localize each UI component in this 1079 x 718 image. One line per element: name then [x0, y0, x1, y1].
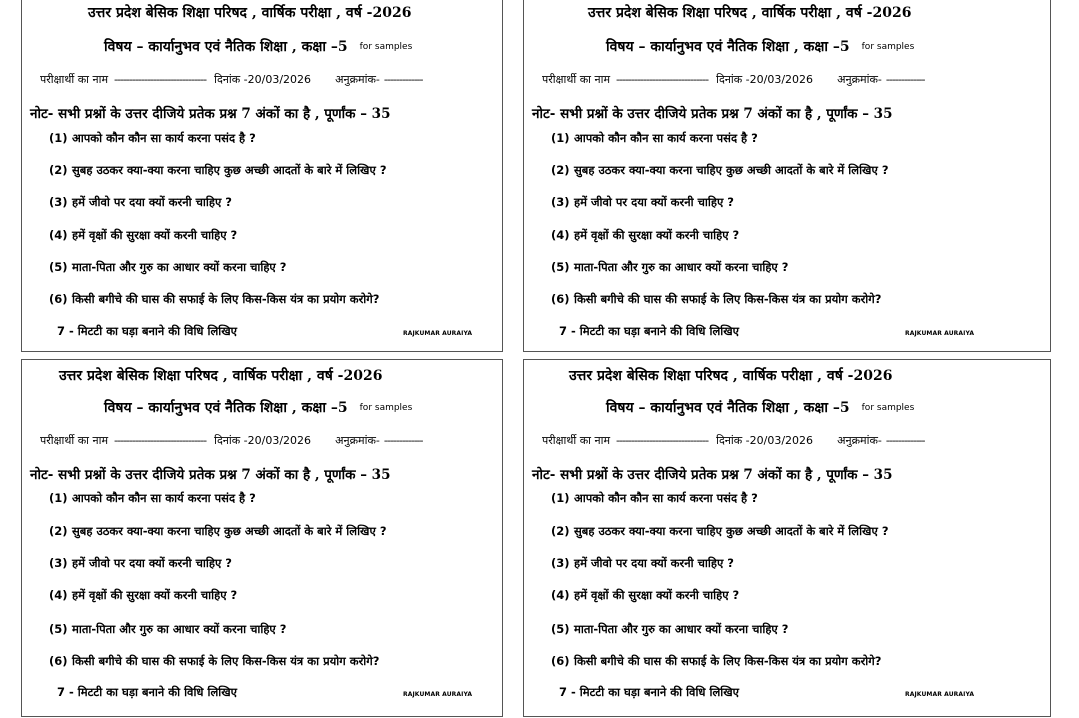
question-number: (6): [49, 292, 68, 306]
paper-title: उत्तर प्रदेश बेसिक शिक्षा परिषद , वार्षिक परीक्षा , वर्ष -2026: [569, 368, 893, 384]
question-number: (4): [551, 588, 570, 602]
question-number: (5): [551, 622, 570, 636]
samples-tag: for samples: [359, 403, 413, 413]
question-5: [49, 260, 286, 275]
name-blank: -------------------------------: [114, 73, 207, 86]
question-number: (1): [49, 491, 68, 505]
name-blank: -------------------------------: [114, 434, 207, 447]
question-1: [551, 131, 758, 146]
student-name-label: परीक्षार्थी का नाम: [40, 434, 109, 447]
exam-paper-bottom-left: [21, 359, 503, 717]
question-6: [551, 654, 881, 669]
question-4: [49, 228, 237, 243]
question-number: (5): [49, 260, 68, 274]
question-text: आपको कौन कौन सा कार्य करना पसंद है ?: [72, 491, 256, 505]
question-text: हमें जीवो पर दया क्यों करनी चाहिए ?: [574, 556, 734, 570]
question-number: (5): [551, 260, 570, 274]
question-text: हमें वृक्षों की सुरक्षा क्यों करनी चाहिए ?: [72, 588, 238, 602]
question-3: [551, 556, 734, 571]
samples-tag: for samples: [861, 42, 915, 52]
exam-date: दिनांक -20/03/2026: [716, 73, 814, 86]
student-name-label: परीक्षार्थी का नाम: [40, 73, 109, 86]
question-number: (4): [551, 228, 570, 242]
question-text: किसी बगीचे की घास की सफाई के लिए किस-किस यंत्र का प्रयोग करोगे?: [72, 292, 380, 306]
paper-title: उत्तर प्रदेश बेसिक शिक्षा परिषद , वार्षिक परीक्षा , वर्ष -2026: [588, 5, 912, 21]
question-4: [551, 228, 739, 243]
question-text: किसी बगीचे की घास की सफाई के लिए किस-किस यंत्र का प्रयोग करोगे?: [574, 654, 882, 668]
instructions-note: नोट- सभी प्रश्नों के उत्तर दीजिये प्रतेक प्रश्न 7 अंकों का है , पूर्णांक – 35: [532, 106, 893, 122]
question-7: 7 - मिटटी का घड़ा बनाने की विधि लिखिए: [559, 324, 740, 338]
question-5: [551, 260, 788, 275]
question-text: सुबह उठकर क्या-क्या करना चाहिए कुछ अच्छी आदतों के बारे में लिखिए ?: [72, 524, 387, 538]
question-text: आपको कौन कौन सा कार्य करना पसंद है ?: [574, 491, 758, 505]
roll-blank: -------------: [383, 73, 423, 86]
student-name-label: परीक्षार्थी का नाम: [542, 73, 611, 86]
question-text: माता-पिता और गुरु का आधार क्यों करना चाहिए ?: [72, 260, 287, 274]
question-text: आपको कौन कौन सा कार्य करना पसंद है ?: [72, 131, 256, 145]
question-number: (3): [49, 195, 68, 209]
question-number: (3): [551, 556, 570, 570]
question-text: सुबह उठकर क्या-क्या करना चाहिए कुछ अच्छी आदतों के बारे में लिखिए ?: [574, 524, 889, 538]
exam-paper-top-left: [21, 0, 503, 352]
question-number: (1): [49, 131, 68, 145]
paper-title: उत्तर प्रदेश बेसिक शिक्षा परिषद , वार्षिक परीक्षा , वर्ष -2026: [59, 368, 383, 384]
question-2: [49, 163, 387, 178]
instructions-note: नोट- सभी प्रश्नों के उत्तर दीजिये प्रतेक प्रश्न 7 अंकों का है , पूर्णांक – 35: [532, 467, 893, 483]
question-text: माता-पिता और गुरु का आधार क्यों करना चाहिए ?: [72, 622, 287, 636]
question-number: (2): [551, 524, 570, 538]
question-text: माता-पिता और गुरु का आधार क्यों करना चाहिए ?: [574, 622, 789, 636]
student-name-label: परीक्षार्थी का नाम: [542, 434, 611, 447]
question-4: [551, 588, 739, 603]
question-text: माता-पिता और गुरु का आधार क्यों करना चाहिए ?: [574, 260, 789, 274]
question-6: [49, 292, 379, 307]
question-7: 7 - मिटटी का घड़ा बनाने की विधि लिखिए: [57, 324, 238, 338]
question-text: हमें जीवो पर दया क्यों करनी चाहिए ?: [72, 195, 232, 209]
question-5: [551, 622, 788, 637]
instructions-note: नोट- सभी प्रश्नों के उत्तर दीजिये प्रतेक प्रश्न 7 अंकों का है , पूर्णांक – 35: [30, 106, 391, 122]
subject-text: विषय – कार्यानुभव एवं नैतिक शिक्षा , कक्षा –5: [104, 400, 348, 416]
author-signature: RAJKUMAR AURAIYA: [403, 691, 473, 698]
exam-paper-top-right: [523, 0, 1051, 352]
question-1: [49, 131, 256, 146]
roll-blank: -------------: [383, 434, 423, 447]
question-text: हमें वृक्षों की सुरक्षा क्यों करनी चाहिए ?: [574, 228, 740, 242]
question-2: [551, 524, 889, 539]
question-text: हमें वृक्षों की सुरक्षा क्यों करनी चाहिए ?: [574, 588, 740, 602]
author-signature: RAJKUMAR AURAIYA: [905, 691, 975, 698]
question-6: [49, 654, 379, 669]
question-text: हमें जीवो पर दया क्यों करनी चाहिए ?: [574, 195, 734, 209]
question-text: किसी बगीचे की घास की सफाई के लिए किस-किस यंत्र का प्रयोग करोगे?: [72, 654, 380, 668]
question-number: (2): [49, 524, 68, 538]
question-text: किसी बगीचे की घास की सफाई के लिए किस-किस यंत्र का प्रयोग करोगे?: [574, 292, 882, 306]
question-7: 7 - मिटटी का घड़ा बनाने की विधि लिखिए: [559, 685, 740, 699]
exam-date: दिनांक -20/03/2026: [716, 434, 814, 447]
exam-date: दिनांक -20/03/2026: [214, 73, 312, 86]
question-text: सुबह उठकर क्या-क्या करना चाहिए कुछ अच्छी आदतों के बारे में लिखिए ?: [72, 163, 387, 177]
student-info-line: [542, 433, 924, 448]
question-1: [551, 491, 758, 506]
question-5: [49, 622, 286, 637]
question-number: (4): [49, 228, 68, 242]
question-number: (1): [551, 131, 570, 145]
question-6: [551, 292, 881, 307]
question-number: (1): [551, 491, 570, 505]
samples-tag: for samples: [359, 42, 413, 52]
question-text: आपको कौन कौन सा कार्य करना पसंद है ?: [574, 131, 758, 145]
subject-text: विषय – कार्यानुभव एवं नैतिक शिक्षा , कक्षा –5: [104, 39, 348, 55]
author-signature: RAJKUMAR AURAIYA: [905, 330, 975, 337]
question-3: [49, 556, 232, 571]
question-number: (6): [551, 654, 570, 668]
question-number: (4): [49, 588, 68, 602]
student-info-line: [542, 72, 924, 87]
question-number: (3): [49, 556, 68, 570]
author-signature: RAJKUMAR AURAIYA: [403, 330, 473, 337]
subject-text: विषय – कार्यानुभव एवं नैतिक शिक्षा , कक्षा –5: [606, 39, 850, 55]
paper-subject: [606, 398, 914, 417]
question-number: (2): [551, 163, 570, 177]
question-number: (3): [551, 195, 570, 209]
exam-paper-bottom-right: [523, 359, 1051, 717]
question-number: (6): [551, 292, 570, 306]
name-blank: -------------------------------: [616, 434, 709, 447]
paper-title: उत्तर प्रदेश बेसिक शिक्षा परिषद , वार्षिक परीक्षा , वर्ष -2026: [88, 5, 412, 21]
question-1: [49, 491, 256, 506]
question-7: 7 - मिटटी का घड़ा बनाने की विधि लिखिए: [57, 685, 238, 699]
question-4: [49, 588, 237, 603]
question-number: (5): [49, 622, 68, 636]
name-blank: -------------------------------: [616, 73, 709, 86]
question-number: (2): [49, 163, 68, 177]
question-3: [49, 195, 232, 210]
question-2: [49, 524, 387, 539]
question-text: हमें जीवो पर दया क्यों करनी चाहिए ?: [72, 556, 232, 570]
question-3: [551, 195, 734, 210]
question-2: [551, 163, 889, 178]
paper-subject: [104, 398, 412, 417]
subject-text: विषय – कार्यानुभव एवं नैतिक शिक्षा , कक्षा –5: [606, 400, 850, 416]
roll-number-label: अनुक्रमांक-: [335, 73, 380, 86]
question-number: (6): [49, 654, 68, 668]
roll-number-label: अनुक्रमांक-: [335, 434, 380, 447]
paper-subject: [104, 37, 412, 56]
samples-tag: for samples: [861, 403, 915, 413]
question-text: सुबह उठकर क्या-क्या करना चाहिए कुछ अच्छी आदतों के बारे में लिखिए ?: [574, 163, 889, 177]
roll-blank: -------------: [885, 434, 925, 447]
paper-subject: [606, 37, 914, 56]
roll-number-label: अनुक्रमांक-: [837, 73, 882, 86]
student-info-line: [40, 72, 422, 87]
student-info-line: [40, 433, 422, 448]
question-text: हमें वृक्षों की सुरक्षा क्यों करनी चाहिए ?: [72, 228, 238, 242]
instructions-note: नोट- सभी प्रश्नों के उत्तर दीजिये प्रतेक प्रश्न 7 अंकों का है , पूर्णांक – 35: [30, 467, 391, 483]
roll-blank: -------------: [885, 73, 925, 86]
exam-date: दिनांक -20/03/2026: [214, 434, 312, 447]
roll-number-label: अनुक्रमांक-: [837, 434, 882, 447]
